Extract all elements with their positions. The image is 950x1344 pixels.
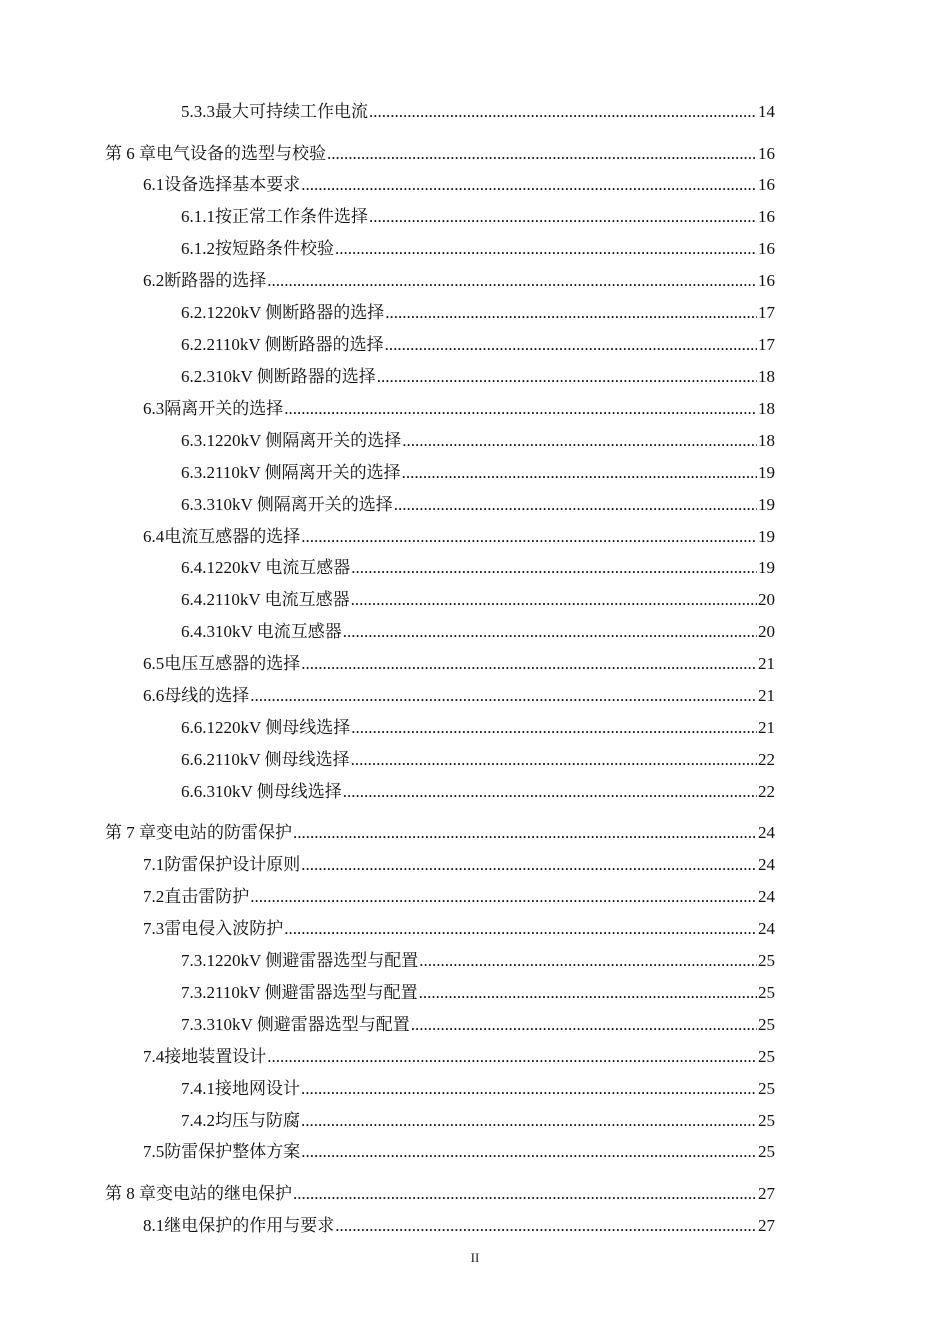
toc-entry-title: 10kV 侧母线选择	[215, 782, 342, 801]
toc-entry-title: 均压与防腐	[215, 1111, 300, 1130]
toc-entry-number: 6.6.1	[181, 718, 215, 737]
toc-entry-page: 27	[758, 1184, 775, 1203]
toc-entry-number: 6.5	[143, 654, 165, 673]
toc-entry[interactable]	[181, 586, 775, 610]
toc-entry-title: 10kV 侧避雷器选型与配置	[215, 1015, 410, 1034]
toc-entry-number: 6.6	[143, 686, 165, 705]
toc-entry-page: 24	[758, 823, 775, 842]
toc-entry[interactable]	[181, 1075, 775, 1099]
toc-entry-number: 6.3	[143, 399, 165, 418]
toc-entry[interactable]	[143, 171, 775, 195]
toc-entry-title: 110kV 电流互感器	[215, 590, 350, 609]
toc-dot-leader	[419, 951, 757, 971]
toc-entry-number: 第 8 章	[105, 1184, 156, 1203]
toc-entry-page: 20	[758, 590, 775, 609]
toc-entry-number: 6.4.3	[181, 622, 215, 641]
toc-entry-number: 6.1.2	[181, 239, 215, 258]
toc-entry[interactable]	[105, 1180, 775, 1204]
toc-entry-title: 继电保护的作用与要求	[164, 1216, 335, 1235]
toc-dot-leader	[250, 887, 757, 907]
toc-entry-title: 10kV 侧断路器的选择	[215, 367, 376, 386]
toc-entry-page: 21	[758, 718, 775, 737]
toc-entry-number: 7.3.2	[181, 983, 215, 1002]
toc-dot-leader	[301, 654, 757, 674]
toc-entry-page: 16	[758, 207, 775, 226]
toc-entry[interactable]	[143, 267, 775, 291]
toc-entry-page: 18	[758, 399, 775, 418]
toc-entry-number: 第 7 章	[105, 823, 156, 842]
toc-dot-leader	[343, 622, 757, 642]
toc-entry-page: 16	[758, 175, 775, 194]
toc-entry-number: 7.2	[143, 887, 165, 906]
toc-entry-title: 直击雷防护	[164, 887, 250, 906]
toc-dot-leader	[351, 750, 757, 770]
toc-dot-leader	[351, 718, 757, 738]
toc-entry[interactable]	[181, 746, 775, 770]
toc-entry[interactable]	[143, 523, 775, 547]
toc-entry-title: 220kV 电流互感器	[215, 558, 351, 577]
toc-entry-title: 220kV 侧避雷器选型与配置	[215, 951, 419, 970]
toc-entry-page: 24	[758, 919, 775, 938]
toc-entry-number: 6.2.3	[181, 367, 215, 386]
toc-dot-leader	[301, 1142, 757, 1162]
toc-entry-number: 7.3.1	[181, 951, 215, 970]
toc-entry-page: 21	[758, 686, 775, 705]
toc-dot-leader	[327, 144, 757, 164]
toc-entry-title: 变电站的防雷保护	[156, 823, 292, 842]
toc-entry-number: 6.4	[143, 527, 165, 546]
toc-entry-title: 雷电侵入波防护	[164, 919, 284, 938]
toc-dot-leader	[335, 1216, 757, 1236]
toc-entry[interactable]	[181, 947, 775, 971]
toc-entry-number: 6.3.2	[181, 463, 215, 482]
toc-dot-leader	[301, 175, 757, 195]
toc-entry-page: 19	[758, 495, 775, 514]
toc-entry-number: 6.1.1	[181, 207, 215, 226]
toc-entry-title: 220kV 侧母线选择	[215, 718, 351, 737]
toc-dot-leader	[402, 463, 757, 483]
toc-entry-number: 7.3.3	[181, 1015, 215, 1034]
toc-entry-title: 接地网设计	[215, 1079, 300, 1098]
toc-entry-page: 22	[758, 782, 775, 801]
toc-dot-leader	[385, 335, 757, 355]
toc-entry-title: 电压互感器的选择	[164, 654, 301, 673]
toc-entry-page: 25	[758, 983, 775, 1002]
toc-entry-page: 19	[758, 463, 775, 482]
toc-entry-number: 7.4.2	[181, 1111, 215, 1130]
toc-entry[interactable]	[181, 363, 775, 387]
toc-dot-leader	[284, 919, 757, 939]
toc-entry[interactable]	[143, 1138, 775, 1162]
toc-dot-leader	[402, 431, 757, 451]
toc-dot-leader	[377, 367, 757, 387]
toc-dot-leader	[351, 590, 757, 610]
toc-dot-leader	[301, 1079, 757, 1099]
toc-entry-number: 6.2.2	[181, 335, 215, 354]
toc-entry[interactable]	[181, 1107, 775, 1131]
toc-entry-page: 20	[758, 622, 775, 641]
toc-entry-number: 7.3	[143, 919, 165, 938]
toc-entry-page: 18	[758, 431, 775, 450]
toc-entry-number: 6.2	[143, 271, 165, 290]
toc-entry-number: 6.6.3	[181, 782, 215, 801]
toc-entry-page: 17	[758, 335, 775, 354]
toc-entry-page: 27	[758, 1216, 775, 1235]
toc-entry-page: 25	[758, 1142, 775, 1161]
toc-entry-number: 7.5	[143, 1142, 165, 1161]
toc-entry-page: 16	[758, 144, 775, 163]
toc-entry-page: 16	[758, 271, 775, 290]
toc-entry[interactable]	[181, 778, 775, 802]
toc-entry[interactable]	[143, 650, 775, 674]
toc-entry[interactable]	[181, 331, 775, 355]
toc-dot-leader	[293, 823, 757, 843]
toc-entry-title: 电流互感器的选择	[164, 527, 301, 546]
toc-entry-page: 25	[758, 1015, 775, 1034]
toc-dot-leader	[419, 983, 757, 1003]
toc-entry-page: 24	[758, 887, 775, 906]
toc-entry-title: 母线的选择	[164, 686, 250, 705]
toc-entry-page: 17	[758, 303, 775, 322]
toc-entry-number: 7.4	[143, 1047, 165, 1066]
page-number: II	[470, 1250, 480, 1265]
toc-dot-leader	[369, 207, 757, 227]
toc-entry[interactable]	[143, 682, 775, 706]
toc-dot-leader	[284, 399, 757, 419]
toc-entry[interactable]	[105, 140, 775, 164]
toc-entry-number: 6.3.1	[181, 431, 215, 450]
toc-entry-title: 10kV 侧隔离开关的选择	[215, 495, 393, 514]
toc-entry-title: 防雷保护设计原则	[164, 855, 301, 874]
toc-entry[interactable]	[181, 459, 775, 483]
toc-entry-title: 最大可持续工作电流	[215, 102, 368, 121]
toc-entry-page: 21	[758, 654, 775, 673]
toc-entry-page: 14	[758, 102, 775, 121]
toc-entry-page: 25	[758, 1111, 775, 1130]
toc-entry-number: 7.1	[143, 855, 165, 874]
toc-entry-title: 110kV 侧隔离开关的选择	[215, 463, 401, 482]
toc-entry[interactable]	[181, 714, 775, 738]
toc-entry-title: 110kV 侧避雷器选型与配置	[215, 983, 418, 1002]
toc-entry[interactable]	[143, 1212, 775, 1236]
toc-entry-title: 防雷保护整体方案	[164, 1142, 301, 1161]
toc-entry[interactable]	[181, 203, 775, 227]
toc-dot-leader	[385, 303, 757, 323]
toc-entry-page: 25	[758, 1047, 775, 1066]
toc-entry-title: 按短路条件校验	[215, 239, 334, 258]
toc-entry-title: 变电站的继电保护	[156, 1184, 292, 1203]
toc-entry[interactable]	[143, 883, 775, 907]
toc-entry-page: 18	[758, 367, 775, 386]
toc-entry-title: 220kV 侧断路器的选择	[215, 303, 385, 322]
toc-entry-number: 6.4.1	[181, 558, 215, 577]
toc-entry-title: 隔离开关的选择	[164, 399, 284, 418]
toc-dot-leader	[293, 1184, 757, 1204]
toc-entry[interactable]	[181, 235, 775, 259]
toc-dot-leader	[250, 686, 757, 706]
toc-entry-page: 25	[758, 951, 775, 970]
toc-entry-title: 按正常工作条件选择	[215, 207, 368, 226]
toc-entry-page: 19	[758, 527, 775, 546]
toc-entry[interactable]	[181, 979, 775, 1003]
toc-entry[interactable]	[181, 618, 775, 642]
toc-entry[interactable]	[181, 491, 775, 515]
toc-entry[interactable]	[143, 1043, 775, 1067]
toc-entry-page: 19	[758, 558, 775, 577]
toc-entry-number: 6.4.2	[181, 590, 215, 609]
toc-entry-page: 22	[758, 750, 775, 769]
toc-dot-leader	[369, 102, 757, 122]
toc-entry[interactable]	[181, 1011, 775, 1035]
toc-entry-title: 110kV 侧断路器的选择	[215, 335, 384, 354]
toc-entry[interactable]	[181, 554, 775, 578]
toc-dot-leader	[301, 855, 757, 875]
toc-entry-number: 6.2.1	[181, 303, 215, 322]
toc-entry-number: 5.3.3	[181, 102, 215, 121]
toc-entry[interactable]	[181, 98, 775, 122]
toc-entry-title: 110kV 侧母线选择	[215, 750, 350, 769]
toc-entry-number: 7.4.1	[181, 1079, 215, 1098]
toc-dot-leader	[267, 1047, 757, 1067]
toc-entry-title: 设备选择基本要求	[164, 175, 301, 194]
toc-entry[interactable]	[181, 427, 775, 451]
toc-entry-number: 6.3.3	[181, 495, 215, 514]
toc-dot-leader	[335, 239, 757, 259]
toc-dot-leader	[343, 782, 757, 802]
toc-entry-title: 10kV 电流互感器	[215, 622, 342, 641]
toc-entry-number: 6.1	[143, 175, 165, 194]
toc-entry-title: 电气设备的选型与校验	[156, 144, 326, 163]
toc-entry-number: 8.1	[143, 1216, 165, 1235]
toc-entry-number: 6.6.2	[181, 750, 215, 769]
toc-entry-title: 断路器的选择	[164, 271, 267, 290]
toc-dot-leader	[411, 1015, 757, 1035]
toc-entry[interactable]	[143, 395, 775, 419]
toc-entry-title: 220kV 侧隔离开关的选择	[215, 431, 402, 450]
toc-entry-number: 第 6 章	[105, 144, 156, 163]
toc-dot-leader	[267, 271, 757, 291]
toc-entry[interactable]	[143, 915, 775, 939]
toc-dot-leader	[301, 1111, 757, 1131]
toc-dot-leader	[301, 527, 757, 547]
toc-entry-title: 接地装置设计	[164, 1047, 267, 1066]
toc-entry-page: 25	[758, 1079, 775, 1098]
toc-entry-page: 16	[758, 239, 775, 258]
toc-entry[interactable]	[105, 819, 775, 843]
toc-dot-leader	[394, 495, 757, 515]
toc-entry[interactable]	[143, 851, 775, 875]
toc-dot-leader	[351, 558, 757, 578]
toc-entry[interactable]	[181, 299, 775, 323]
toc-entry-page: 24	[758, 855, 775, 874]
